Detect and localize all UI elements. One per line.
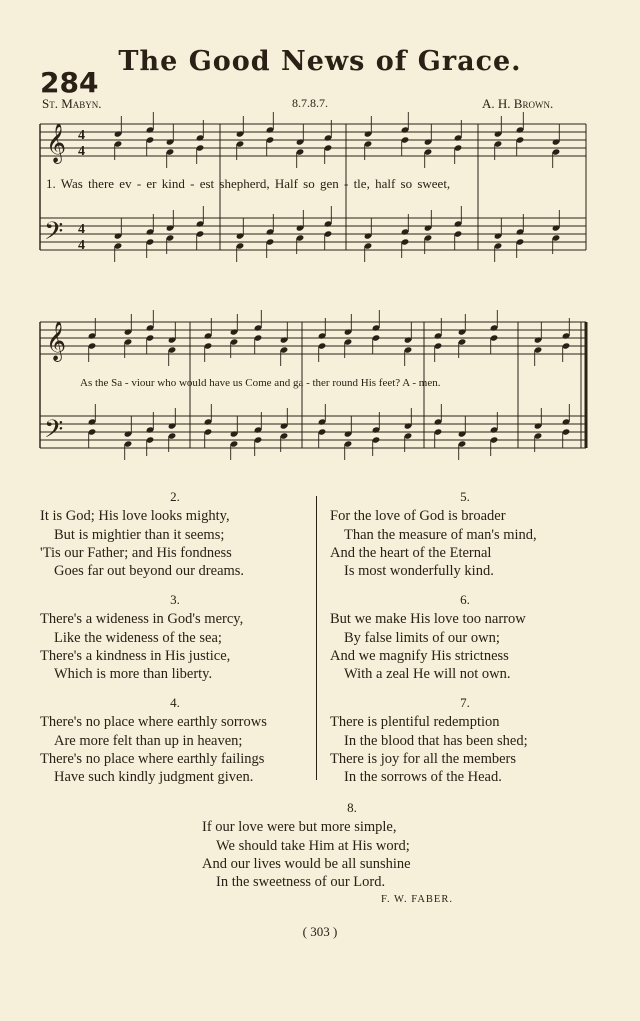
verse-line: Which is more than liberty. xyxy=(54,666,213,683)
verse-6 xyxy=(330,591,600,683)
verse-line: For the love of God is broader xyxy=(330,508,506,525)
column-divider xyxy=(316,496,317,780)
tune-name: St. Mabyn. xyxy=(42,96,102,111)
author: F. W. FABER. xyxy=(381,894,453,905)
verse-number: 3. xyxy=(170,592,180,607)
verse-line: Have such kindly judgment given. xyxy=(54,769,254,786)
treble-clef-icon: 𝄞 xyxy=(46,123,67,163)
hymn-title: The Good News of Grace. xyxy=(118,46,522,77)
verse-5 xyxy=(330,488,600,580)
verse-line: Like the wideness of the sea; xyxy=(54,629,222,646)
verse-line: But is mightier than it seems; xyxy=(54,526,225,543)
page-number: ( 303 ) xyxy=(302,924,338,939)
verse-line: There is plentiful redemption xyxy=(330,714,500,731)
verse-4 xyxy=(40,694,310,786)
verse-line: And the heart of the Eternal xyxy=(330,544,492,561)
hymn-number: 284 xyxy=(40,66,99,99)
bass-clef-icon: 𝄢 xyxy=(44,217,64,252)
verse-line: And our lives would be all sunshine xyxy=(202,855,411,872)
meter: 8.7.8.7. xyxy=(292,96,328,110)
time-signature: 4 xyxy=(78,238,85,253)
lyric-line-2: As the Sa - viour who would have us Come and ga - ther round His feet? A - men. xyxy=(80,377,441,389)
verse-line: There's no place where earthly sorrows xyxy=(40,714,267,731)
verse-line: By false limits of our own; xyxy=(344,629,500,646)
verse-line: 'Tis our Father; and His fondness xyxy=(40,544,232,561)
verse-7 xyxy=(330,694,600,786)
verse-line: Goes far out beyond our dreams. xyxy=(54,563,245,580)
verse-line: And we magnify His strictness xyxy=(330,647,509,664)
verse-3 xyxy=(40,591,310,683)
composer: A. H. Brown. xyxy=(482,96,554,111)
verse-number: 2. xyxy=(170,489,180,504)
verse-number: 7. xyxy=(460,695,470,710)
verse-line: There's no place where earthly failings xyxy=(40,750,265,767)
verse-8 xyxy=(202,799,502,891)
verse-line: We should take Him at His word; xyxy=(216,837,410,854)
verse-line: Than the measure of man's mind, xyxy=(344,526,537,543)
verse-line: Are more felt than up in heaven; xyxy=(54,732,243,749)
verse-number: 5. xyxy=(460,489,470,504)
time-signature: 4 xyxy=(78,128,85,143)
verse-number: 6. xyxy=(460,592,470,607)
verse-number: 4. xyxy=(170,695,180,710)
treble-clef-icon: 𝄞 xyxy=(46,321,67,361)
time-signature: 4 xyxy=(78,144,85,159)
verse-line: In the sorrows of the Head. xyxy=(344,769,502,786)
verse-line: Is most wonderfully kind. xyxy=(344,563,494,580)
lyric-line-1: 1. Was there ev - er kind - est shepherd, Half so gen - tle, half so sweet, xyxy=(46,176,451,191)
verse-2 xyxy=(40,488,310,580)
verse-line: With a zeal He will not own. xyxy=(344,666,511,683)
bass-clef-icon: 𝄢 xyxy=(44,415,64,450)
verse-line: It is God; His love looks mighty, xyxy=(40,508,230,525)
verse-number: 8. xyxy=(347,800,357,815)
verse-line: There's a kindness in His justice, xyxy=(40,647,231,664)
verse-line: In the sweetness of our Lord. xyxy=(216,874,386,891)
verse-line: If our love were but more simple, xyxy=(202,819,397,836)
verse-line: In the blood that has been shed; xyxy=(344,732,528,749)
verse-line: But we make His love too narrow xyxy=(330,611,526,628)
verse-line: There's a wideness in God's mercy, xyxy=(40,611,244,628)
music-score xyxy=(0,0,640,480)
time-signature: 4 xyxy=(78,222,85,237)
verse-line: There is joy for all the members xyxy=(330,750,517,767)
